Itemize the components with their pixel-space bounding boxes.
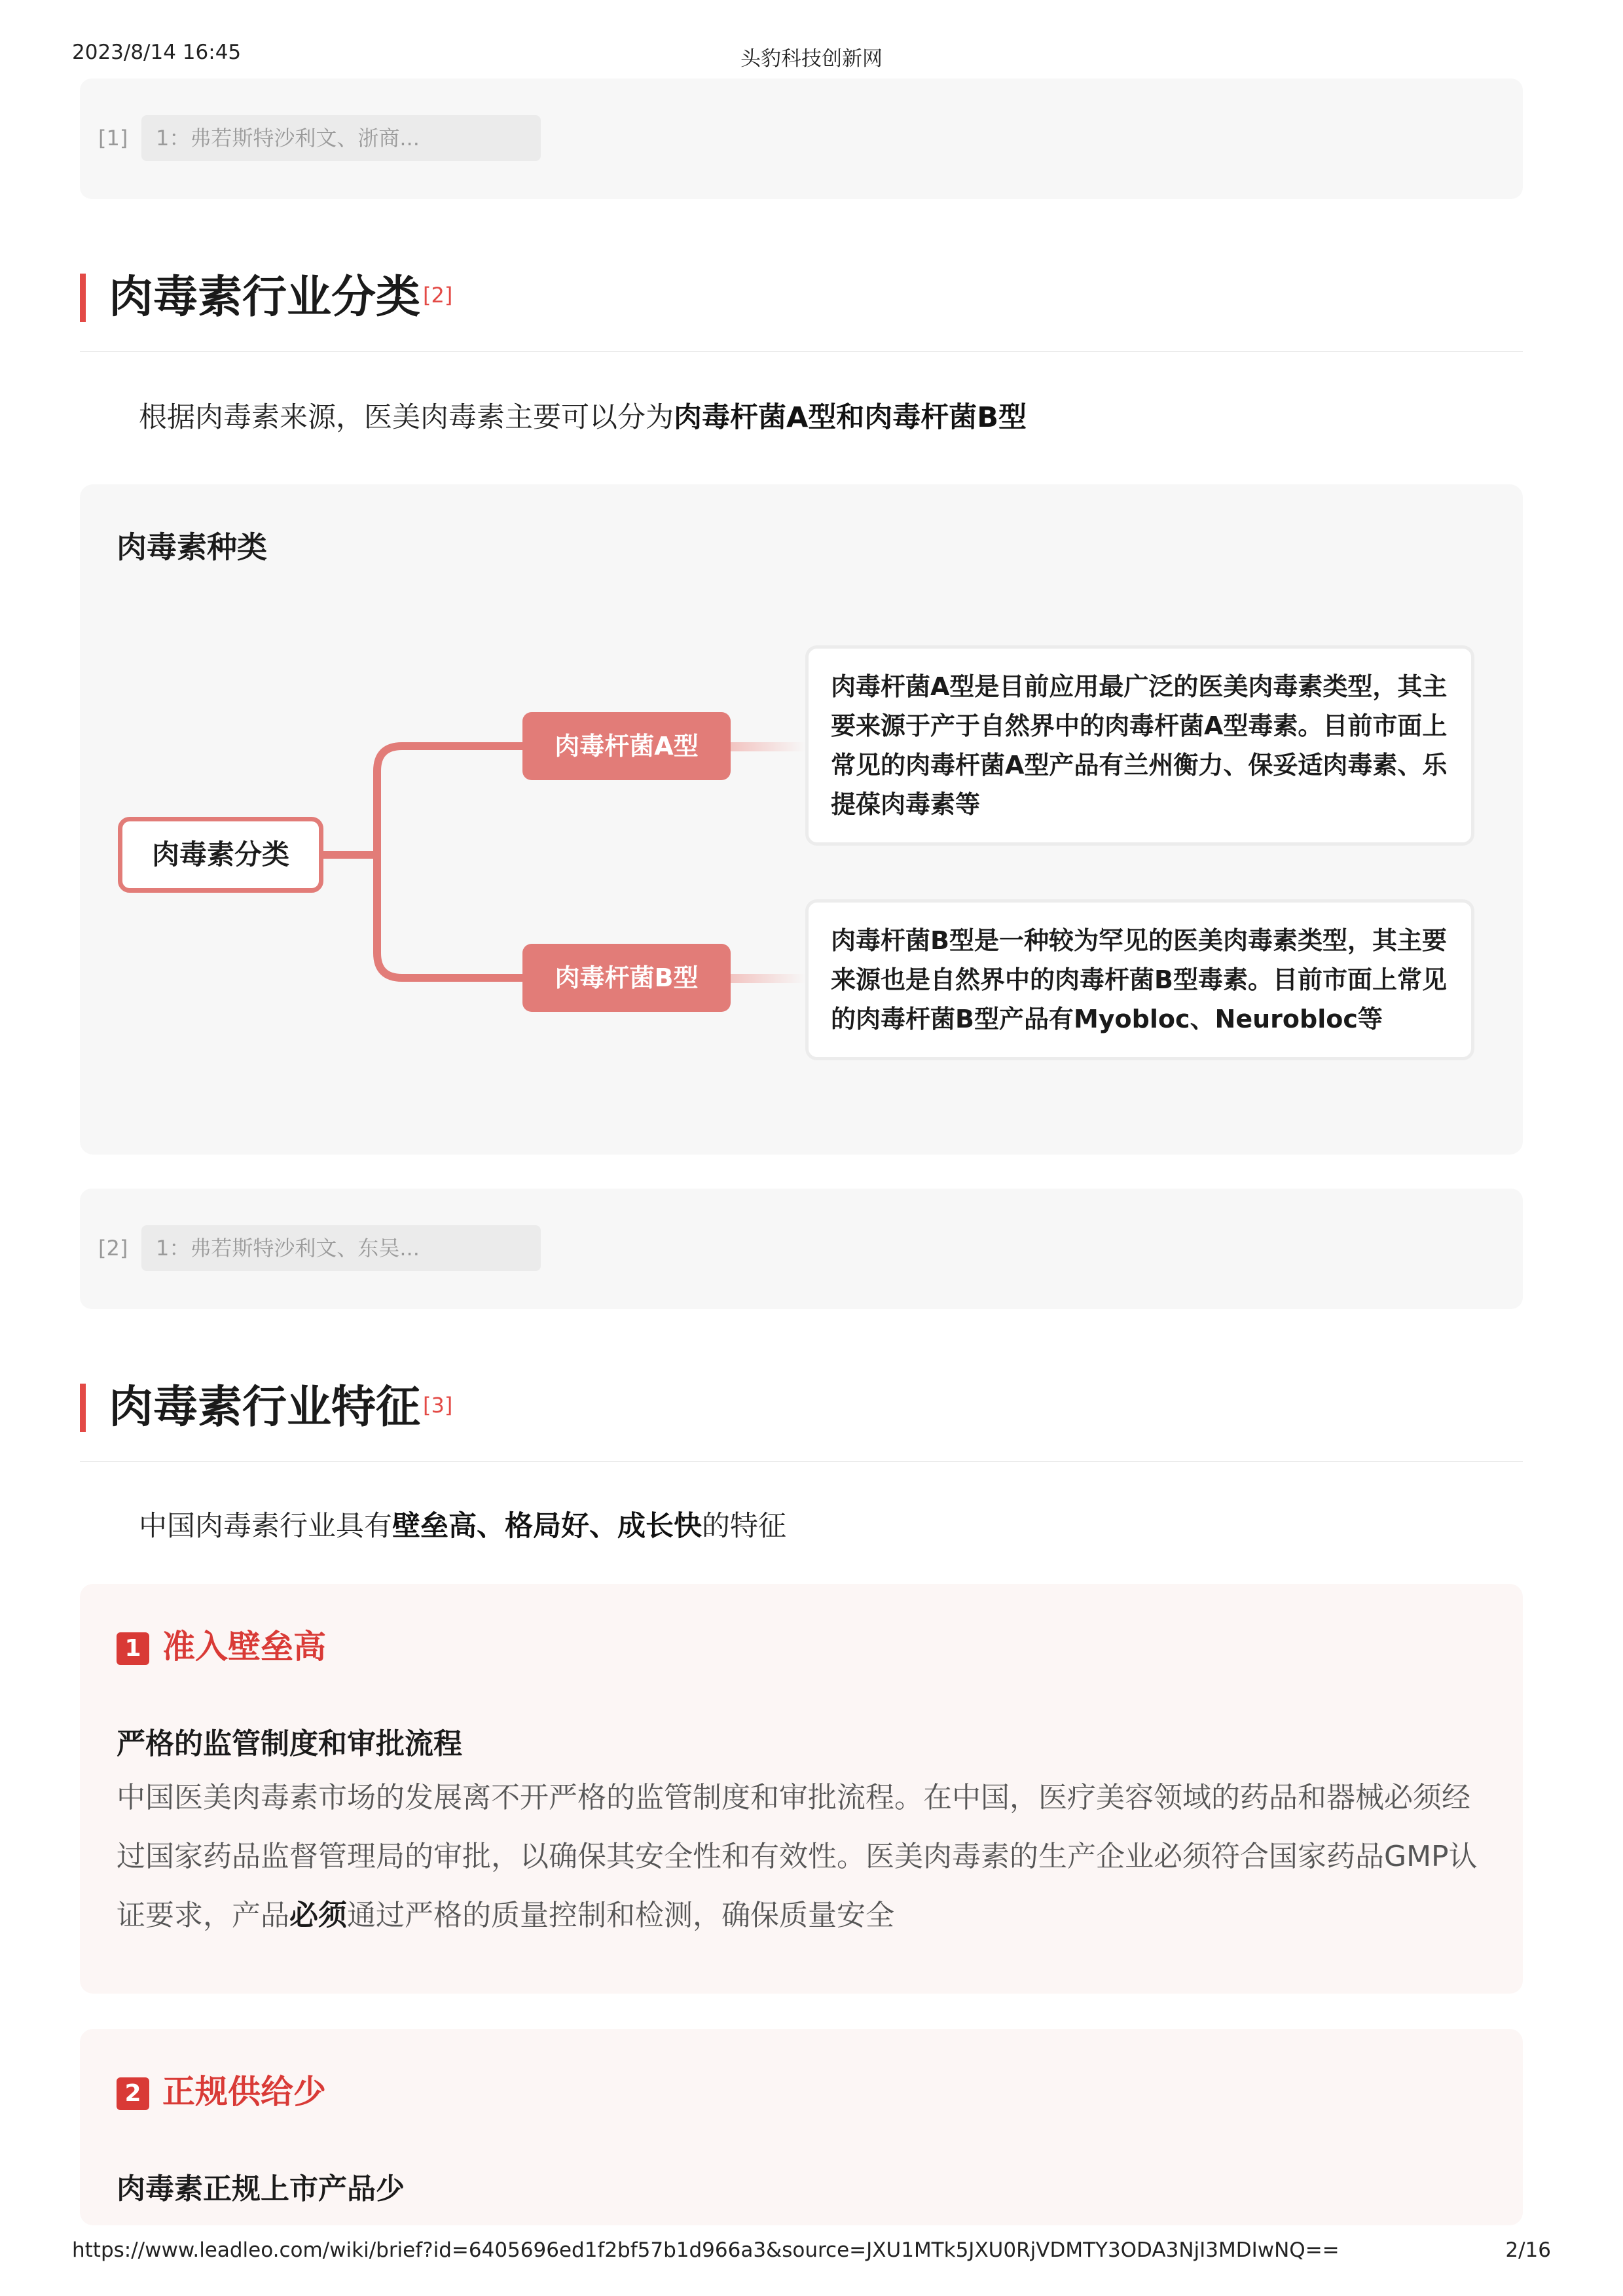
section-title-text: 肉毒素行业特征 bbox=[109, 1382, 421, 1433]
print-timestamp: 2023/8/14 16:45 bbox=[72, 41, 242, 64]
feature-heading-text: 准入壁垒高 bbox=[162, 1628, 326, 1666]
reference-box-1 bbox=[80, 79, 1523, 199]
reference-chip[interactable]: 1：弗若斯特沙利文、浙商... bbox=[141, 115, 541, 161]
section-lead-features: 中国肉毒素行业具有壁垒高、格局好、成长快的特征 bbox=[139, 1510, 786, 1543]
mindmap-branch-type-a: 肉毒杆菌A型 bbox=[522, 712, 731, 780]
feature-heading-text: 正规供给少 bbox=[162, 2073, 326, 2111]
feature-subheading: 严格的监管制度和审批流程 bbox=[117, 1727, 462, 1761]
section-accent-bar bbox=[80, 1384, 86, 1432]
section-title-features bbox=[80, 1378, 1523, 1437]
feature-subheading: 肉毒素正规上市产品少 bbox=[117, 2172, 405, 2206]
feature-number-badge: 2 bbox=[117, 2077, 149, 2110]
footnote-ref[interactable]: [2] bbox=[423, 283, 453, 308]
mindmap-leaf-type-b: 肉毒杆菌B型是一种较为罕见的医美肉毒素类型，其主要来源也是自然界中的肉毒杆菌B型毒素。目前市面上常见的肉毒杆菌B型产品有Myobloc、Neurobloc等 bbox=[805, 899, 1474, 1060]
print-site-name: 头豹科技创新网 bbox=[740, 47, 883, 71]
reference-number: [2] bbox=[98, 1236, 128, 1261]
section-lead-classification: 根据肉毒素来源，医美肉毒素主要可以分为肉毒杆菌A型和肉毒杆菌B型 bbox=[139, 401, 1027, 434]
section-divider bbox=[80, 351, 1523, 352]
mindmap-branch-type-b: 肉毒杆菌B型 bbox=[522, 944, 731, 1012]
feature-card-2 bbox=[80, 2029, 1523, 2225]
feature-body: 中国医美肉毒素市场的发展离不开严格的监管制度和审批流程。在中国，医疗美容领域的药品和器械必须经过国家药品监督管理局的审批，以确保其安全性和有效性。医美肉毒素的生产企业必须符合国家药品GMP认证要求，产品必须通过严格的质量控制和检测，确保质量安全 bbox=[117, 1781, 1478, 1932]
reference-box-2 bbox=[80, 1189, 1523, 1309]
section-title-classification bbox=[80, 268, 1523, 327]
section-divider bbox=[80, 1461, 1523, 1462]
feature-card-1 bbox=[80, 1584, 1523, 1994]
footnote-ref[interactable]: [3] bbox=[423, 1393, 453, 1418]
mindmap-title: 肉毒素种类 bbox=[117, 529, 267, 565]
page-number: 2/16 bbox=[1505, 2238, 1551, 2262]
feature-number-badge: 1 bbox=[117, 1632, 149, 1665]
section-accent-bar bbox=[80, 274, 86, 322]
print-header bbox=[72, 41, 1551, 71]
mindmap-card bbox=[80, 484, 1523, 1155]
mindmap-root-node: 肉毒素分类 bbox=[118, 817, 323, 893]
print-footer bbox=[72, 2238, 1551, 2265]
reference-chip[interactable]: 1：弗若斯特沙利文、东吴... bbox=[141, 1225, 541, 1271]
section-title-text: 肉毒素行业分类 bbox=[109, 272, 421, 323]
reference-number: [1] bbox=[98, 126, 128, 151]
print-url[interactable]: https://www.leadleo.com/wiki/brief?id=6405696ed1f2bf57b1d966a3&source=JXU1MTk5JXU0RjVDMTY3ODA3NjI3MDIwNQ== bbox=[72, 2238, 1340, 2262]
mindmap-leaf-type-a: 肉毒杆菌A型是目前应用最广泛的医美肉毒素类型，其主要来源于产于自然界中的肉毒杆菌A型毒素。目前市面上常见的肉毒杆菌A型产品有兰州衡力、保妥适肉毒素、乐提葆肉毒素等 bbox=[805, 645, 1474, 846]
